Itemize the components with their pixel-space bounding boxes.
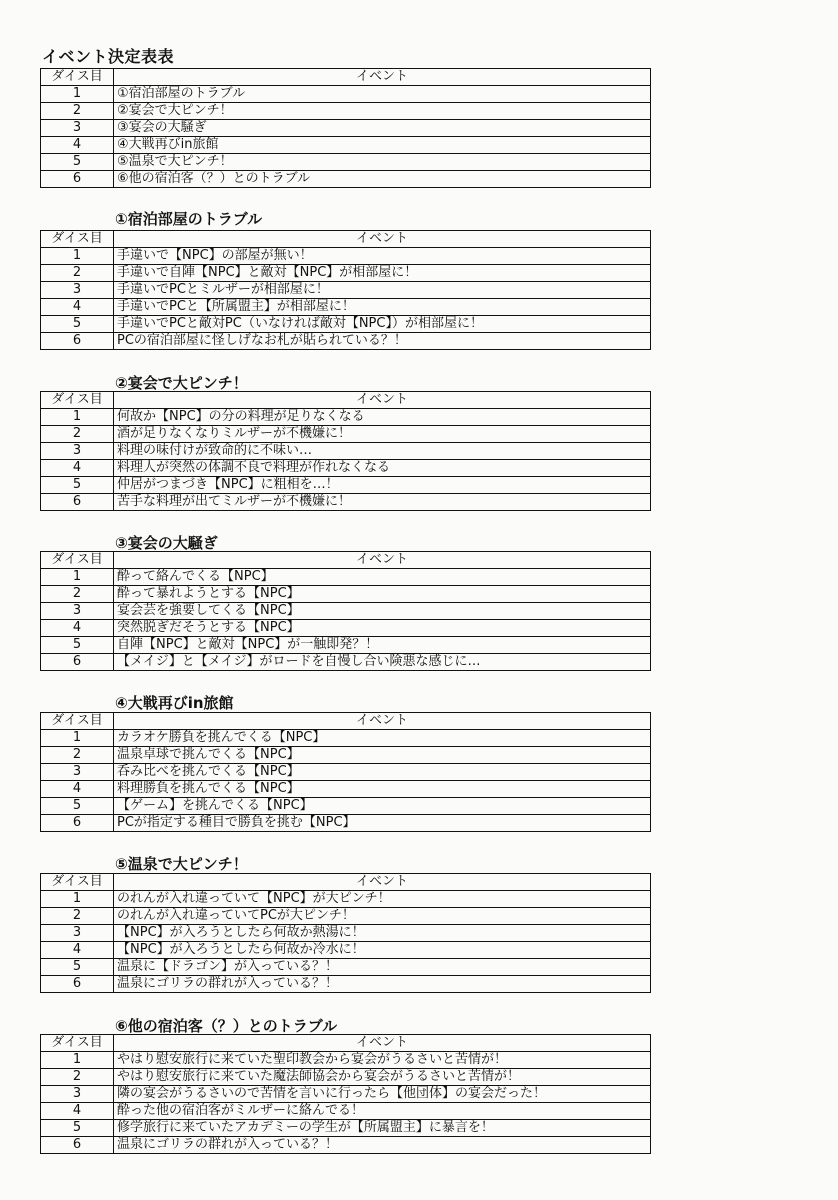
table-row bbox=[41, 747, 651, 764]
event-cell: カラオケ勝負を挑んでくる【NPC】 bbox=[114, 730, 651, 747]
event-cell: PCの宿泊部屋に怪しげなお札が貼られている？！ bbox=[114, 333, 651, 350]
table-row bbox=[41, 976, 651, 993]
dice-cell: 1 bbox=[41, 569, 114, 586]
table-row bbox=[41, 908, 651, 925]
dice-header: ダイス目 bbox=[41, 874, 114, 891]
table-row bbox=[41, 620, 651, 637]
dice-cell: 6 bbox=[41, 494, 114, 511]
table-row bbox=[41, 171, 651, 188]
table-row bbox=[41, 86, 651, 103]
dice-cell: 6 bbox=[41, 1137, 114, 1154]
event-cell: 【ゲーム】を挑んでくる【NPC】 bbox=[114, 798, 651, 815]
table-row bbox=[41, 443, 651, 460]
dice-cell: 4 bbox=[41, 781, 114, 798]
table-row bbox=[41, 1069, 651, 1086]
event-header: イベント bbox=[114, 1035, 651, 1052]
table-row bbox=[41, 569, 651, 586]
dice-cell: 5 bbox=[41, 637, 114, 654]
event-cell: ②宴会で大ピンチ！ bbox=[114, 103, 651, 120]
dice-cell: 2 bbox=[41, 908, 114, 925]
event-cell: のれんが入れ違っていてPCが大ピンチ！ bbox=[114, 908, 651, 925]
table-row bbox=[41, 637, 651, 654]
event-cell: ③宴会の大騒ぎ bbox=[114, 120, 651, 137]
table-row bbox=[41, 925, 651, 942]
event-cell: 苦手な料理が出てミルザーが不機嫌に！ bbox=[114, 494, 651, 511]
dice-cell: 4 bbox=[41, 460, 114, 477]
dice-header: ダイス目 bbox=[41, 552, 114, 569]
dice-cell: 3 bbox=[41, 603, 114, 620]
event-cell: やはり慰安旅行に来ていた聖印教会から宴会がうるさいと苦情が！ bbox=[114, 1052, 651, 1069]
dice-cell: 2 bbox=[41, 747, 114, 764]
table-row bbox=[41, 494, 651, 511]
event-cell: 自陣【NPC】と敵対【NPC】が一触即発？！ bbox=[114, 637, 651, 654]
event-table-main bbox=[40, 68, 651, 188]
dice-cell: 5 bbox=[41, 798, 114, 815]
event-cell: 温泉にゴリラの群れが入っている？！ bbox=[114, 976, 651, 993]
event-cell: 温泉に【ドラゴン】が入っている？！ bbox=[114, 959, 651, 976]
event-cell: 何故か【NPC】の分の料理が足りなくなる bbox=[114, 409, 651, 426]
event-cell: やはり慰安旅行に来ていた魔法師協会から宴会がうるさいと苦情が！ bbox=[114, 1069, 651, 1086]
table-row bbox=[41, 1120, 651, 1137]
table-row bbox=[41, 154, 651, 171]
dice-header: ダイス目 bbox=[41, 1035, 114, 1052]
table-header bbox=[41, 69, 651, 86]
table-row bbox=[41, 959, 651, 976]
dice-cell: 4 bbox=[41, 620, 114, 637]
table-row bbox=[41, 781, 651, 798]
table-row bbox=[41, 1086, 651, 1103]
event-cell: 酔って絡んでくる【NPC】 bbox=[114, 569, 651, 586]
table-row bbox=[41, 137, 651, 154]
dice-cell: 6 bbox=[41, 815, 114, 832]
event-header: イベント bbox=[114, 713, 651, 730]
event-cell: 料理勝負を挑んでくる【NPC】 bbox=[114, 781, 651, 798]
event-cell: PCが指定する種目で勝負を挑む【NPC】 bbox=[114, 815, 651, 832]
dice-cell: 5 bbox=[41, 316, 114, 333]
event-table-guest-trouble bbox=[40, 1034, 651, 1154]
table-row bbox=[41, 477, 651, 494]
event-cell: 酔って暴れようとする【NPC】 bbox=[114, 586, 651, 603]
dice-cell: 2 bbox=[41, 426, 114, 443]
dice-cell: 3 bbox=[41, 764, 114, 781]
dice-cell: 2 bbox=[41, 265, 114, 282]
table-row bbox=[41, 460, 651, 477]
section-title-room-trouble: ①宿泊部屋のトラブル bbox=[115, 210, 263, 228]
event-cell: 【NPC】が入ろうとしたら何故か熱湯に！ bbox=[114, 925, 651, 942]
dice-cell: 6 bbox=[41, 171, 114, 188]
table-row bbox=[41, 1137, 651, 1154]
dice-cell: 6 bbox=[41, 654, 114, 671]
dice-cell: 1 bbox=[41, 730, 114, 747]
event-table-banquet-pinch bbox=[40, 391, 651, 511]
dice-cell: 4 bbox=[41, 137, 114, 154]
dice-cell: 2 bbox=[41, 586, 114, 603]
event-cell: 【メイジ】と【メイジ】がロードを自慢し合い険悪な感じに… bbox=[114, 654, 651, 671]
section-title-banquet-commotion: ③宴会の大騒ぎ bbox=[115, 534, 218, 552]
event-cell: 突然脱ぎだそうとする【NPC】 bbox=[114, 620, 651, 637]
event-cell: ①宿泊部屋のトラブル bbox=[114, 86, 651, 103]
dice-cell: 3 bbox=[41, 925, 114, 942]
event-cell: 呑み比べを挑んでくる【NPC】 bbox=[114, 764, 651, 781]
event-table-room-trouble bbox=[40, 230, 651, 350]
dice-cell: 1 bbox=[41, 1052, 114, 1069]
dice-cell: 6 bbox=[41, 333, 114, 350]
section-title-guest-trouble: ⑥他の宿泊客（？）とのトラブル bbox=[115, 1017, 338, 1035]
event-cell: 手違いでPCとミルザーが相部屋に！ bbox=[114, 282, 651, 299]
table-row bbox=[41, 103, 651, 120]
table-row bbox=[41, 282, 651, 299]
table-row bbox=[41, 730, 651, 747]
event-cell: 温泉卓球で挑んでくる【NPC】 bbox=[114, 747, 651, 764]
table-row bbox=[41, 409, 651, 426]
section-title-ryokan-war: ④大戦再びin旅館 bbox=[115, 694, 234, 712]
table-header bbox=[41, 552, 651, 569]
dice-cell: 3 bbox=[41, 1086, 114, 1103]
event-header: イベント bbox=[114, 874, 651, 891]
dice-cell: 4 bbox=[41, 299, 114, 316]
table-row bbox=[41, 891, 651, 908]
event-cell: 料理の味付けが致命的に不味い… bbox=[114, 443, 651, 460]
event-cell: 酒が足りなくなりミルザーが不機嫌に！ bbox=[114, 426, 651, 443]
table-row bbox=[41, 299, 651, 316]
dice-header: ダイス目 bbox=[41, 69, 114, 86]
event-cell: ⑤温泉で大ピンチ！ bbox=[114, 154, 651, 171]
dice-cell: 5 bbox=[41, 1120, 114, 1137]
table-row bbox=[41, 316, 651, 333]
event-table-banquet-commotion bbox=[40, 551, 651, 671]
table-row bbox=[41, 426, 651, 443]
event-cell: 酔った他の宿泊客がミルザーに絡んでる！ bbox=[114, 1103, 651, 1120]
dice-header: ダイス目 bbox=[41, 231, 114, 248]
dice-cell: 1 bbox=[41, 86, 114, 103]
dice-cell: 5 bbox=[41, 959, 114, 976]
event-cell: 手違いで自陣【NPC】と敵対【NPC】が相部屋に！ bbox=[114, 265, 651, 282]
table-row bbox=[41, 654, 651, 671]
event-cell: 料理人が突然の体調不良で料理が作れなくなる bbox=[114, 460, 651, 477]
table-row bbox=[41, 586, 651, 603]
dice-cell: 5 bbox=[41, 477, 114, 494]
dice-cell: 2 bbox=[41, 1069, 114, 1086]
event-cell: ⑥他の宿泊客（？）とのトラブル bbox=[114, 171, 651, 188]
table-row bbox=[41, 1052, 651, 1069]
table-header bbox=[41, 392, 651, 409]
dice-cell: 3 bbox=[41, 282, 114, 299]
dice-cell: 3 bbox=[41, 443, 114, 460]
event-cell: のれんが入れ違っていて【NPC】が大ピンチ！ bbox=[114, 891, 651, 908]
event-cell: 【NPC】が入ろうとしたら何故か冷水に！ bbox=[114, 942, 651, 959]
event-header: イベント bbox=[114, 552, 651, 569]
event-header: イベント bbox=[114, 392, 651, 409]
event-cell: 手違いで【NPC】の部屋が無い！ bbox=[114, 248, 651, 265]
table-row bbox=[41, 815, 651, 832]
event-cell: 手違いでPCと敵対PC（いなければ敵対【NPC】）が相部屋に！ bbox=[114, 316, 651, 333]
table-row bbox=[41, 798, 651, 815]
dice-cell: 2 bbox=[41, 103, 114, 120]
event-cell: 宴会芸を強要してくる【NPC】 bbox=[114, 603, 651, 620]
event-cell: ④大戦再びin旅館 bbox=[114, 137, 651, 154]
table-header bbox=[41, 231, 651, 248]
table-row bbox=[41, 120, 651, 137]
dice-cell: 1 bbox=[41, 409, 114, 426]
event-cell: 修学旅行に来ていたアカデミーの学生が【所属盟主】に暴言を！ bbox=[114, 1120, 651, 1137]
dice-cell: 3 bbox=[41, 120, 114, 137]
dice-cell: 6 bbox=[41, 976, 114, 993]
dice-cell: 4 bbox=[41, 1103, 114, 1120]
table-row bbox=[41, 333, 651, 350]
event-header: イベント bbox=[114, 231, 651, 248]
table-row bbox=[41, 942, 651, 959]
dice-cell: 1 bbox=[41, 248, 114, 265]
table-row bbox=[41, 764, 651, 781]
table-row bbox=[41, 603, 651, 620]
table-header bbox=[41, 1035, 651, 1052]
dice-header: ダイス目 bbox=[41, 392, 114, 409]
dice-header: ダイス目 bbox=[41, 713, 114, 730]
event-header: イベント bbox=[114, 69, 651, 86]
dice-cell: 1 bbox=[41, 891, 114, 908]
event-cell: 隣の宴会がうるさいので苦情を言いに行ったら【他団体】の宴会だった！ bbox=[114, 1086, 651, 1103]
table-header bbox=[41, 713, 651, 730]
table-row bbox=[41, 248, 651, 265]
event-cell: 温泉にゴリラの群れが入っている？！ bbox=[114, 1137, 651, 1154]
event-cell: 仲居がつまづき【NPC】に粗相を…！ bbox=[114, 477, 651, 494]
section-title-banquet-pinch: ②宴会で大ピンチ！ bbox=[115, 374, 248, 392]
table-header bbox=[41, 874, 651, 891]
dice-cell: 5 bbox=[41, 154, 114, 171]
dice-cell: 4 bbox=[41, 942, 114, 959]
table-row bbox=[41, 1103, 651, 1120]
event-cell: 手違いでPCと【所属盟主】が相部屋に！ bbox=[114, 299, 651, 316]
page-title: イベント決定表表 bbox=[42, 47, 175, 66]
section-title-onsen-pinch: ⑤温泉で大ピンチ！ bbox=[115, 855, 248, 873]
event-table-ryokan-war bbox=[40, 712, 651, 832]
table-row bbox=[41, 265, 651, 282]
event-table-onsen-pinch bbox=[40, 873, 651, 993]
